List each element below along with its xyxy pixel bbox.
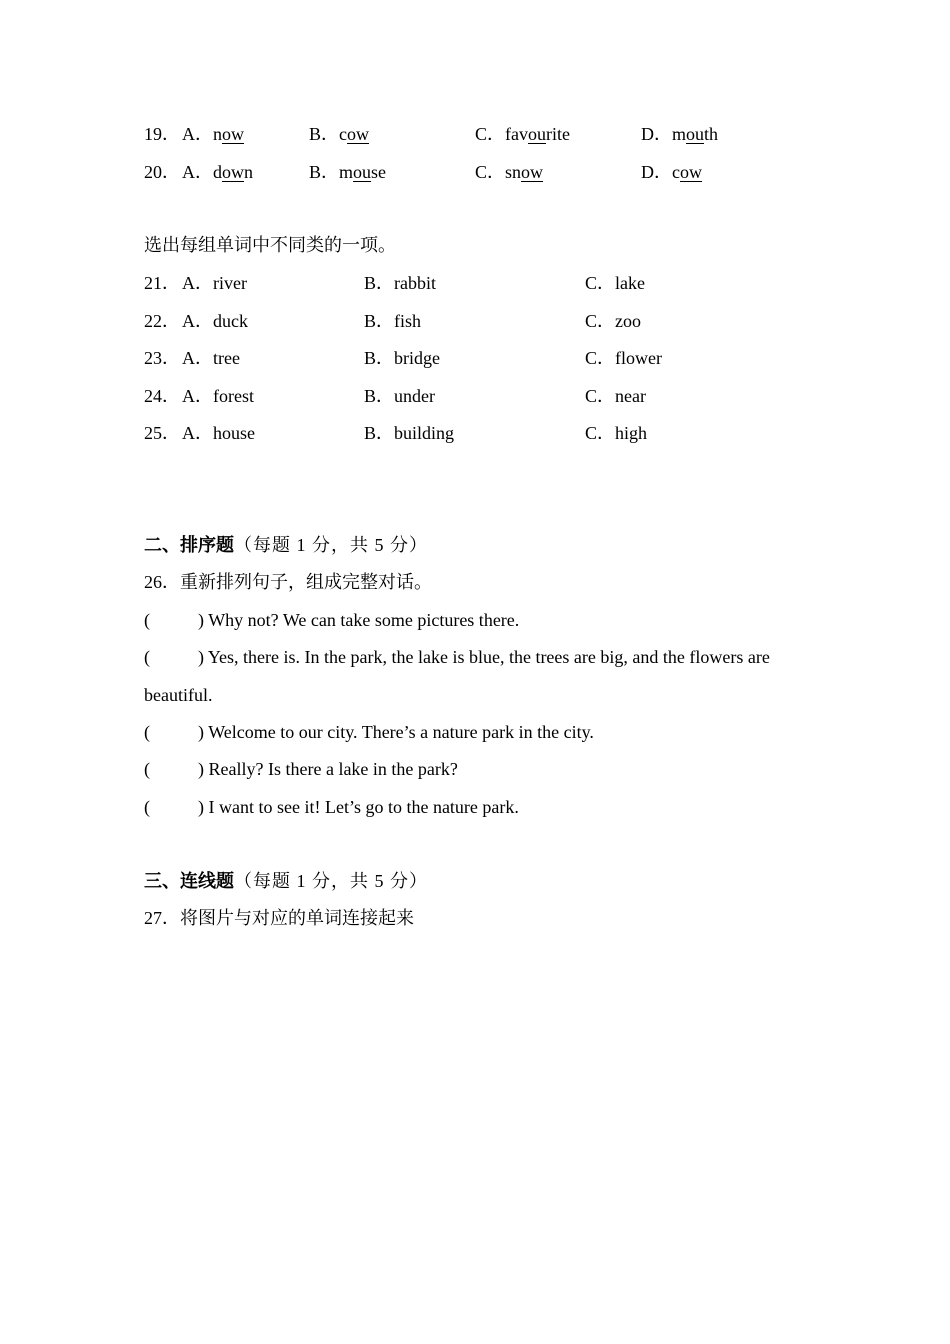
option-c: C．high	[585, 423, 648, 443]
option-b: B．cow	[309, 124, 370, 144]
answer-blank-open: (	[144, 610, 150, 630]
option-b: B．bridge	[364, 348, 440, 368]
section-score: （每题 1 分，共 5 分）	[234, 871, 428, 891]
option-c: C．snow	[475, 162, 544, 182]
answer-blank-close: )	[198, 647, 204, 667]
option-c: C．lake	[585, 273, 645, 293]
section-2-heading	[144, 532, 428, 558]
section-title: 二、排序题	[144, 535, 234, 555]
option-c: C．near	[585, 386, 646, 406]
section-3-heading	[144, 868, 428, 894]
answer-blank-close: )	[198, 759, 204, 779]
option-b: B．mouse	[309, 162, 387, 182]
question-number: 24．	[144, 386, 180, 406]
option-a: A．house	[182, 423, 255, 443]
option-b: B．rabbit	[364, 273, 437, 293]
question-text: 将图片与对应的单词连接起来	[180, 908, 414, 928]
ordering-item	[144, 644, 770, 670]
option-a: A．forest	[182, 386, 254, 406]
question-23	[144, 345, 764, 371]
question-25	[144, 420, 764, 446]
section-title: 三、连线题	[144, 871, 234, 891]
ordering-item	[144, 756, 458, 782]
question-number: 19．	[144, 124, 180, 144]
question-26	[144, 569, 432, 595]
question-21	[144, 270, 764, 296]
question-19	[144, 121, 844, 147]
ordering-sentence: Welcome to our city. There’s a nature park in the city.	[208, 722, 594, 742]
option-c: C．flower	[585, 348, 662, 368]
answer-blank-open: (	[144, 797, 150, 817]
answer-blank-close: )	[198, 610, 204, 630]
ordering-sentence-continuation: beautiful.	[144, 685, 213, 705]
option-c: C．favourite	[475, 124, 570, 144]
classify-instruction: 选出每组单词中不同类的一项。	[144, 235, 396, 255]
option-b: B．under	[364, 386, 435, 406]
answer-blank-close: )	[198, 797, 204, 817]
option-d: D．cow	[641, 162, 702, 182]
ordering-sentence: Yes, there is. In the park, the lake is blue, the trees are big, and the flowers are	[207, 647, 770, 667]
answer-blank-close: )	[198, 722, 204, 742]
ordering-sentence: Why not? We can take some pictures there.	[208, 610, 520, 630]
option-d: D．mouth	[641, 124, 719, 144]
option-a: A．river	[182, 273, 247, 293]
question-number: 22．	[144, 311, 180, 331]
answer-blank-open: (	[144, 647, 150, 667]
option-a: A．duck	[182, 311, 248, 331]
question-number: 25．	[144, 423, 180, 443]
question-text: 重新排列句子，组成完整对话。	[180, 572, 432, 592]
question-22	[144, 308, 764, 334]
ordering-item	[144, 794, 519, 820]
question-number: 26．	[144, 572, 180, 592]
section-score: （每题 1 分，共 5 分）	[234, 535, 428, 555]
option-b: B．fish	[364, 311, 422, 331]
option-b: B．building	[364, 423, 455, 443]
option-a: A．down	[182, 162, 253, 182]
ordering-item	[144, 607, 519, 633]
option-a: A．now	[182, 124, 244, 144]
ordering-sentence: I want to see it! Let’s go to the nature park.	[208, 797, 519, 817]
question-27	[144, 905, 414, 931]
question-number: 27．	[144, 908, 180, 928]
question-number: 23．	[144, 348, 180, 368]
question-number: 20．	[144, 162, 180, 182]
ordering-sentence: Really? Is there a lake in the park?	[208, 759, 458, 779]
ordering-item	[144, 719, 594, 745]
answer-blank-open: (	[144, 759, 150, 779]
option-c: C．zoo	[585, 311, 642, 331]
question-number: 21．	[144, 273, 180, 293]
answer-blank-open: (	[144, 722, 150, 742]
question-24	[144, 383, 764, 409]
question-20	[144, 159, 844, 185]
option-a: A．tree	[182, 348, 240, 368]
